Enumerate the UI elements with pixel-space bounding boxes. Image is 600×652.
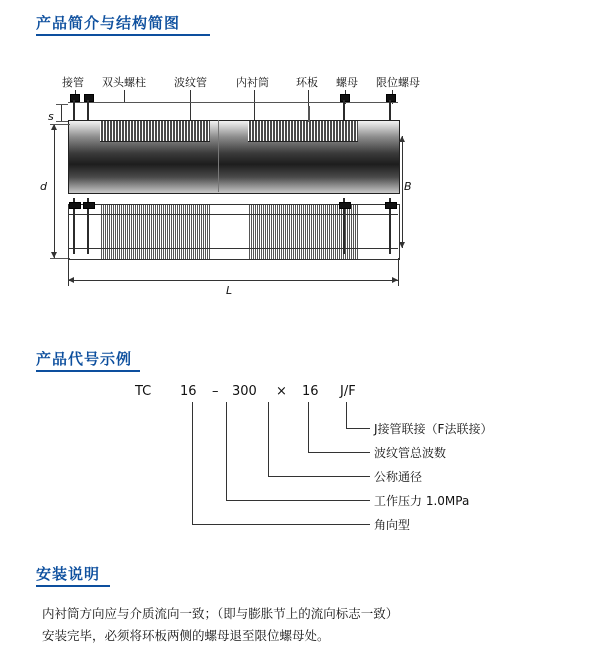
- code-token-16-waves: 16: [302, 384, 319, 399]
- install-note-1: 内衬筒方向应与介质流向一致；（即与膨胀节上的流向标志一致）: [42, 606, 399, 621]
- code-desc-jf: J接管联接（F法联接）: [374, 422, 493, 436]
- code-token-tc: TC: [135, 384, 152, 399]
- stud-nut-left-outer: [70, 94, 80, 102]
- code-run-type: [192, 524, 370, 525]
- stud-post-left-inner: [87, 100, 89, 122]
- section-title-intro: 产品简介与结构简图: [36, 14, 181, 32]
- code-desc-type: 角向型: [374, 518, 411, 532]
- code-run-waves: [308, 452, 370, 453]
- dimension-ext-d-top: [50, 124, 70, 125]
- callout-label-huanban: 环板: [296, 76, 318, 89]
- code-token-dash: –: [212, 384, 219, 399]
- section-title-intro-underline: [36, 34, 210, 36]
- dimension-ext-L-left: [68, 258, 69, 286]
- structure-diagram: [40, 62, 560, 297]
- install-note-2: 安装完毕，必须将环板两侧的螺母退至限位螺母处。: [42, 628, 330, 643]
- lower-bellows-left: [100, 204, 210, 260]
- upper-bellows-right: [248, 120, 358, 142]
- section-title-code-underline: [36, 370, 140, 372]
- ring-plate-marker: [218, 120, 219, 192]
- dimension-arrow-B-bottom: [399, 242, 405, 248]
- dimension-label-L: L: [226, 284, 233, 297]
- stud-post-right-outer: [389, 100, 391, 122]
- dimension-label-B: B: [404, 180, 412, 193]
- stud-nut-left-inner: [84, 94, 94, 102]
- code-run-dn: [268, 476, 370, 477]
- code-token-jf: J/F: [340, 384, 356, 399]
- stud-post-left-outer: [73, 100, 75, 122]
- code-desc-waves: 波纹管总波数: [374, 446, 447, 460]
- upper-bellows-left: [100, 120, 210, 142]
- dimension-label-s: s: [48, 110, 54, 123]
- code-desc-pressure: 工作压力 1.0MPa: [374, 494, 470, 508]
- stud-nut-right-inner: [340, 94, 350, 102]
- leader-line-5: [308, 90, 309, 106]
- code-token-16-pressure: 16: [180, 384, 197, 399]
- code-drop-pressure: [226, 402, 227, 500]
- dimension-line-s: [61, 104, 62, 122]
- code-run-pressure: [226, 500, 370, 501]
- lower-nut-left-outer: [69, 202, 81, 209]
- section-title-code: 产品代号示例: [36, 350, 133, 368]
- callout-label-luomu: 螺母: [336, 76, 358, 89]
- stud-post-right-inner: [343, 100, 345, 122]
- lower-nut-left-inner: [83, 202, 95, 209]
- code-desc-dn: 公称通径: [374, 470, 423, 484]
- callout-label-xianweiluomu: 限位螺母: [376, 76, 420, 89]
- top-reference-line: [68, 102, 398, 103]
- lower-innerline: [68, 248, 398, 249]
- callout-label-shuangtouluozhu: 双头螺柱: [102, 76, 146, 89]
- leader-line-4: [254, 90, 255, 124]
- lower-nut-right-outer: [385, 202, 397, 209]
- code-run-jf: [346, 428, 370, 429]
- section-title-install: 安装说明: [36, 565, 101, 583]
- dimension-line-B: [402, 136, 403, 248]
- dimension-ext-d-bottom: [50, 258, 70, 259]
- product-code-diagram: [40, 378, 560, 538]
- code-drop-waves: [308, 402, 309, 452]
- dimension-tick-s-bottom: [56, 121, 68, 122]
- leader-line-3: [190, 90, 191, 124]
- dimension-tick-s-top: [56, 104, 68, 105]
- dimension-arrow-B-top: [399, 136, 405, 142]
- code-drop-dn: [268, 402, 269, 476]
- code-token-multiply: ×: [276, 384, 287, 399]
- callout-label-bowenguan: 波纹管: [174, 76, 207, 89]
- lower-nut-right-inner: [339, 202, 351, 209]
- lower-centerline: [68, 214, 398, 215]
- dimension-label-d: d: [40, 180, 47, 193]
- stud-nut-right-outer: [386, 94, 396, 102]
- code-drop-jf: [346, 402, 347, 428]
- callout-label-neichentong: 内衬筒: [236, 76, 269, 89]
- ring-plate-upper: [308, 106, 310, 122]
- code-drop-type: [192, 402, 193, 524]
- dimension-ext-L-right: [398, 258, 399, 286]
- callout-label-jieguan: 接管: [62, 76, 84, 89]
- section-title-install-underline: [36, 585, 110, 587]
- code-token-300-dn: 300: [232, 384, 257, 399]
- dimension-line-d: [54, 124, 55, 258]
- lower-bellows-right: [248, 204, 358, 260]
- leader-line-2: [124, 90, 125, 102]
- dimension-line-L: [68, 280, 398, 281]
